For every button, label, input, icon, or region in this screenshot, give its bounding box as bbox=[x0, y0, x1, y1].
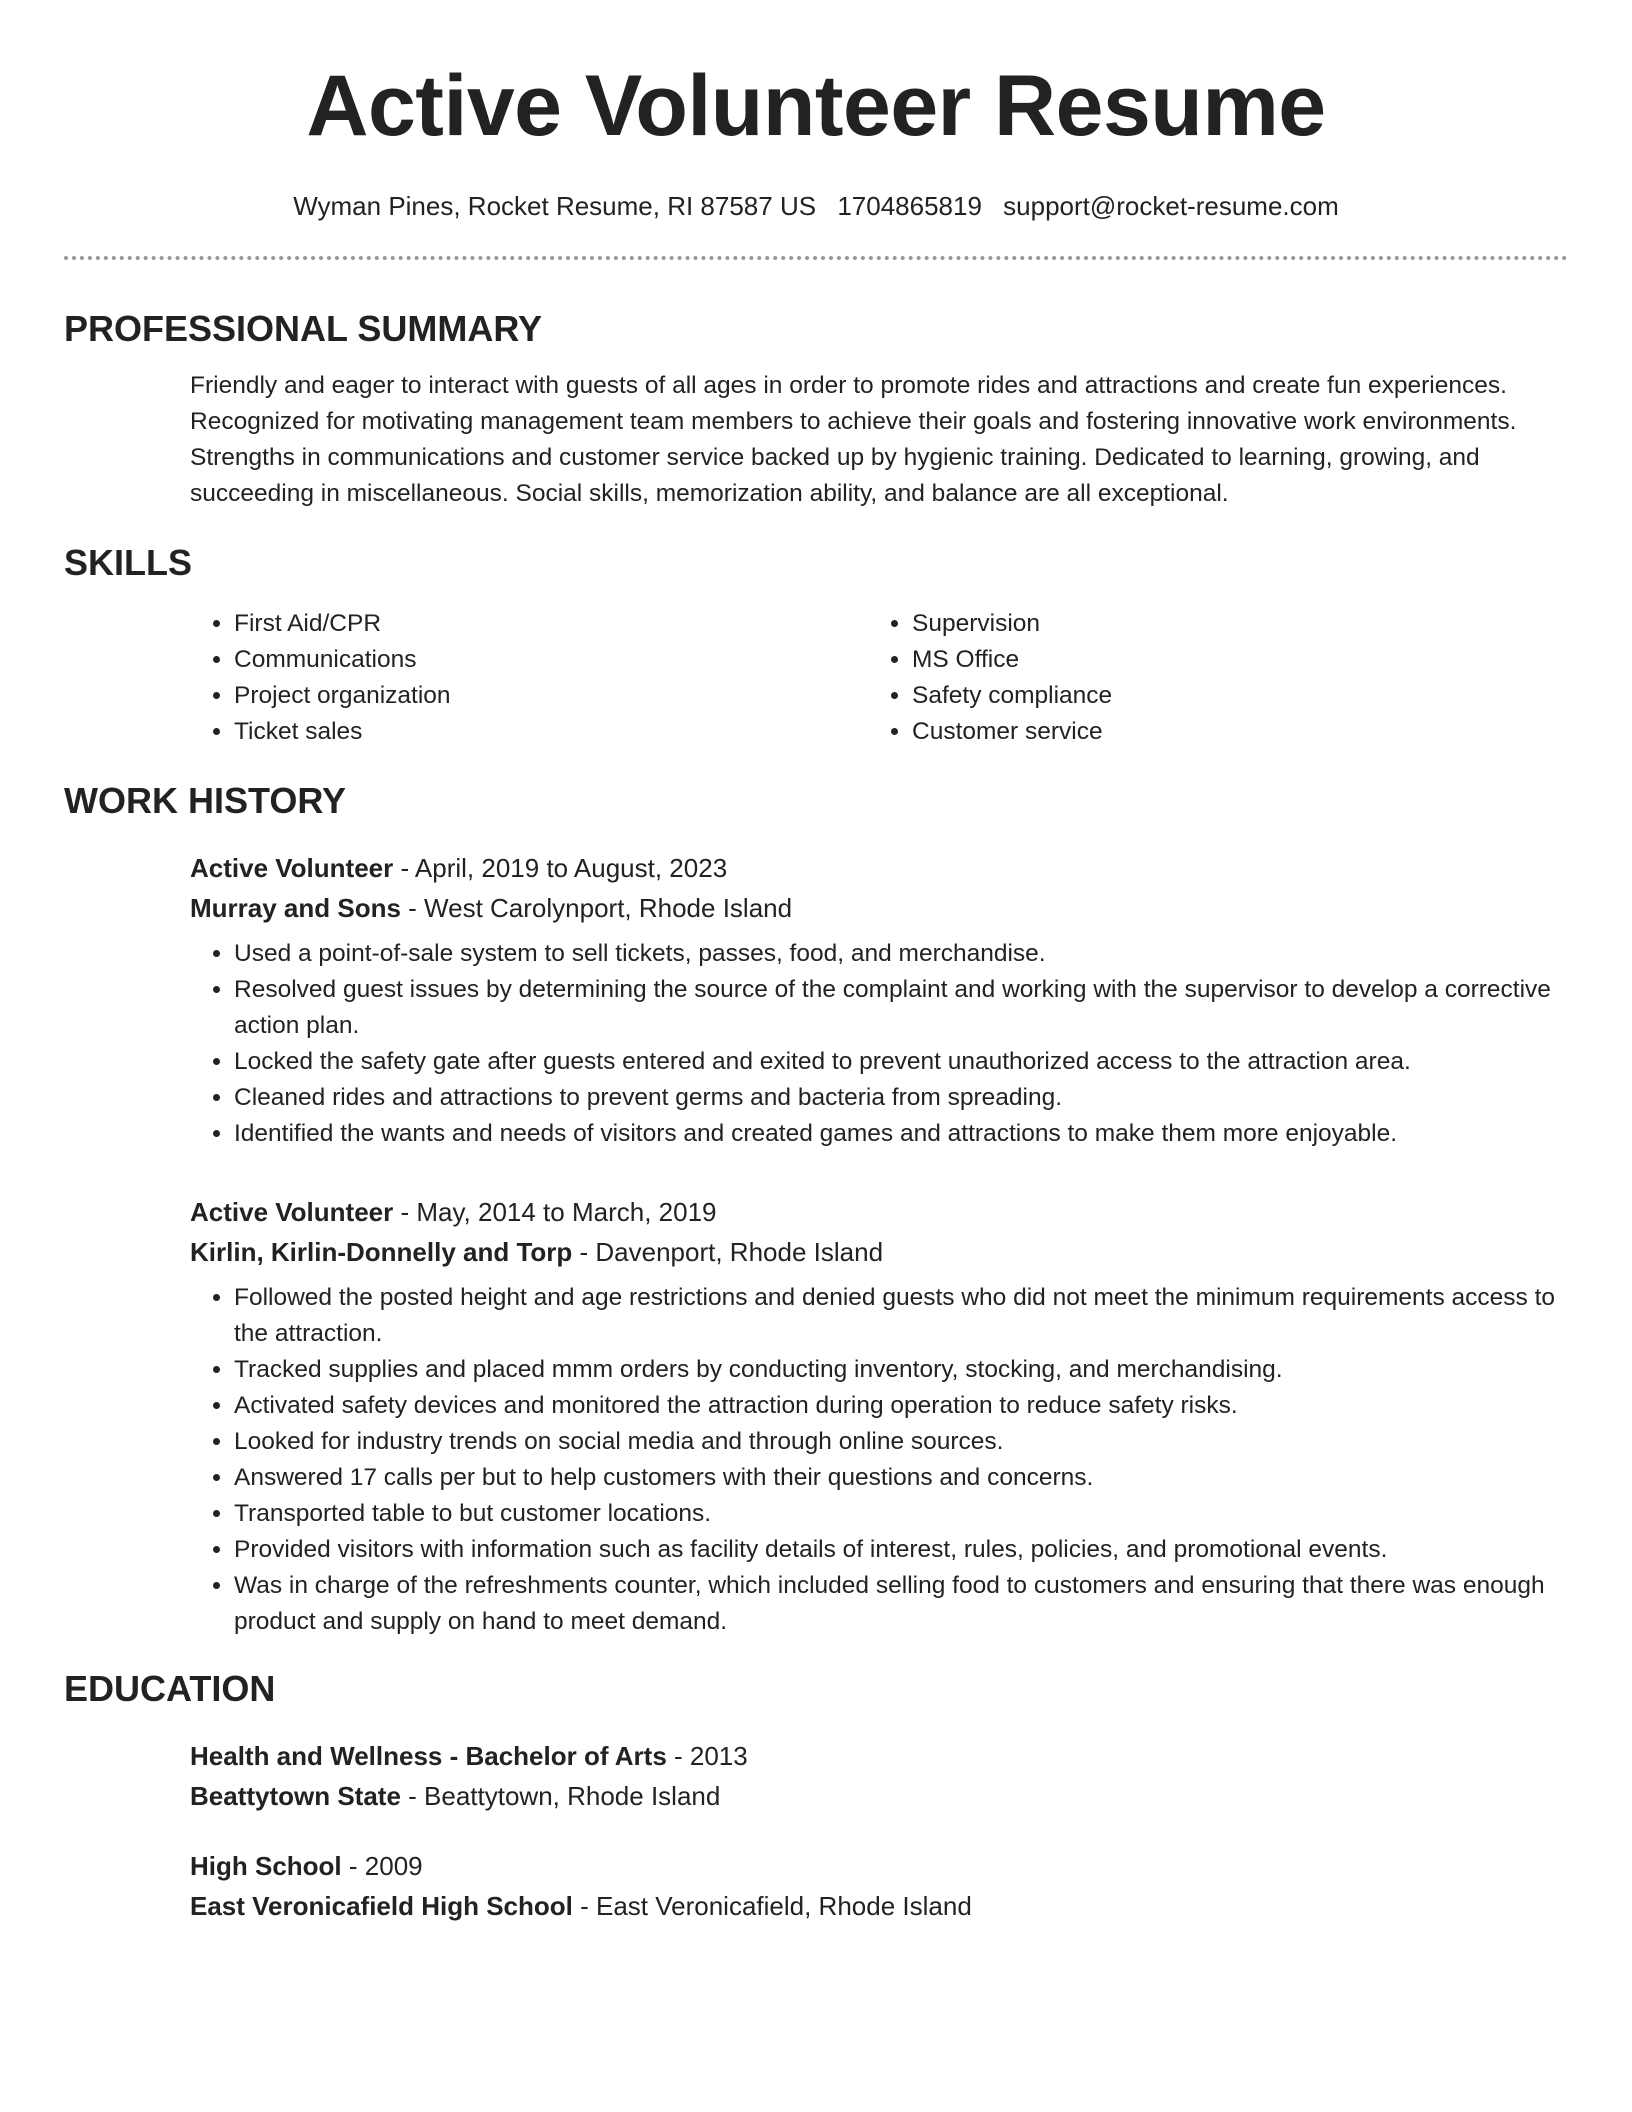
skill-item: • Project organization bbox=[234, 678, 868, 714]
job-duty: • Was in charge of the refreshments counter, which included selling food to customers and ensuring that there was enough product and supply on hand to meet demand. bbox=[234, 1568, 1568, 1640]
job-location: - West Carolynport, Rhode Island bbox=[400, 893, 793, 923]
job-duty: • Activated safety devices and monitored the attraction during operation to reduce safety risks. bbox=[234, 1388, 1568, 1424]
skills-list bbox=[190, 606, 1568, 750]
skill-item: • Customer service bbox=[912, 714, 1112, 750]
job-duty: • Answered 17 calls per but to help customers with their questions and concerns. bbox=[234, 1460, 1568, 1496]
job-duties bbox=[190, 936, 1568, 1152]
skill-item: • MS Office bbox=[912, 642, 1112, 678]
job-company: Kirlin, Kirlin-Donnelly and Torp bbox=[190, 1237, 573, 1267]
education-year: - 2013 bbox=[666, 1741, 748, 1771]
education-degree-line bbox=[190, 1846, 1568, 1886]
education-school-line bbox=[190, 1886, 1568, 1926]
summary-text: Friendly and eager to interact with guests of all ages in order to promote rides and attractions and create fun experiences. Recognized for motivating management team members to achieve their goals and fostering innovative work environments. Strengths in communications and customer service backed up by hygienic training. Dedicated to learning, growing, and succeeding in miscellaneous. Social skills, memorization ability, and balance are all exceptional. bbox=[190, 372, 1517, 507]
education-school-line bbox=[190, 1776, 1568, 1816]
education-year: - 2009 bbox=[341, 1851, 423, 1881]
job-entry bbox=[190, 1192, 1568, 1640]
job-company: Murray and Sons bbox=[190, 893, 401, 923]
education-school: East Veronicafield High School bbox=[190, 1891, 573, 1921]
job-duty: • Resolved guest issues by determining the source of the complaint and working with the supervisor to develop a corrective action plan. bbox=[234, 972, 1568, 1044]
education-heading: EDUCATION bbox=[64, 1668, 276, 1709]
job-duty: • Followed the posted height and age restrictions and denied guests who did not meet the minimum requirements access to the attraction. bbox=[234, 1280, 1568, 1352]
job-dates: - May, 2014 to March, 2019 bbox=[393, 1197, 717, 1227]
education-school: Beattytown State bbox=[190, 1781, 401, 1811]
header-divider bbox=[64, 256, 1568, 260]
education-entry bbox=[190, 1846, 1568, 1926]
education-location: - East Veronicafield, Rhode Island bbox=[572, 1891, 972, 1921]
job-duties bbox=[190, 1280, 1568, 1640]
skills-column-left bbox=[190, 606, 868, 750]
job-duty: • Provided visitors with information such as facility details of interest, rules, policies, and promotional events. bbox=[234, 1532, 1568, 1568]
job-duty: • Cleaned rides and attractions to prevent germs and bacteria from spreading. bbox=[234, 1080, 1568, 1116]
skill-item: • Safety compliance bbox=[912, 678, 1112, 714]
job-duty: • Transported table to but customer locations. bbox=[234, 1496, 1568, 1532]
job-role: Active Volunteer bbox=[190, 1197, 394, 1227]
skill-item: • First Aid/CPR bbox=[234, 606, 868, 642]
education-location: - Beattytown, Rhode Island bbox=[400, 1781, 721, 1811]
contact-line bbox=[64, 188, 1568, 224]
job-dates: - April, 2019 to August, 2023 bbox=[393, 853, 728, 883]
job-company-line bbox=[190, 1232, 1568, 1272]
job-company-line bbox=[190, 888, 1568, 928]
education-degree: High School bbox=[190, 1851, 342, 1881]
job-role: Active Volunteer bbox=[190, 853, 394, 883]
summary-heading: PROFESSIONAL SUMMARY bbox=[64, 308, 543, 349]
job-title-line bbox=[190, 848, 1568, 888]
skill-item: • Ticket sales bbox=[234, 714, 868, 750]
work-history-heading: WORK HISTORY bbox=[64, 780, 347, 821]
resume-header bbox=[64, 0, 1568, 224]
skill-item: • Supervision bbox=[912, 606, 1112, 642]
job-location: - Davenport, Rhode Island bbox=[572, 1237, 884, 1267]
education-entry bbox=[190, 1736, 1568, 1816]
contact-address: Wyman Pines, Rocket Resume, RI 87587 US bbox=[293, 191, 817, 221]
skills-heading: SKILLS bbox=[64, 542, 193, 583]
job-duty: • Locked the safety gate after guests entered and exited to prevent unauthorized access to the attraction area. bbox=[234, 1044, 1568, 1080]
education-degree-line bbox=[190, 1736, 1568, 1776]
job-entry bbox=[190, 848, 1568, 1152]
job-duty: • Identified the wants and needs of visitors and created games and attractions to make them more enjoyable. bbox=[234, 1116, 1568, 1152]
resume-title: Active Volunteer Resume bbox=[306, 58, 1326, 154]
job-duty: • Looked for industry trends on social media and through online sources. bbox=[234, 1424, 1568, 1460]
job-title-line bbox=[190, 1192, 1568, 1232]
contact-email: support@rocket-resume.com bbox=[1003, 191, 1339, 221]
job-duty: • Used a point-of-sale system to sell tickets, passes, food, and merchandise. bbox=[234, 936, 1568, 972]
education-degree: Health and Wellness - Bachelor of Arts bbox=[190, 1741, 667, 1771]
skills-column-right bbox=[868, 606, 1112, 750]
skill-item: • Communications bbox=[234, 642, 868, 678]
job-duty: • Tracked supplies and placed mmm orders by conducting inventory, stocking, and merchandising. bbox=[234, 1352, 1568, 1388]
contact-phone: 1704865819 bbox=[837, 191, 982, 221]
